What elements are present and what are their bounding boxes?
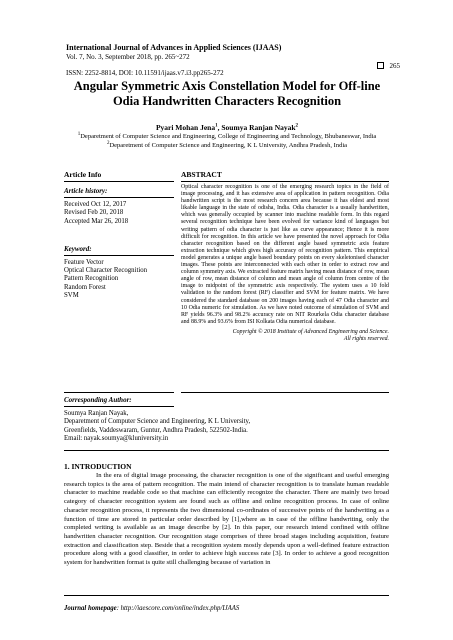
keyword-list (64, 259, 174, 300)
author-name: Pyari Mohan Jena (155, 123, 216, 132)
author-affil-mark: 2 (295, 123, 299, 129)
article-info-heading: Article Info (64, 170, 174, 182)
author-separator: , (217, 123, 222, 132)
article-history-heading: Article history: (64, 186, 174, 198)
affiliations (60, 133, 394, 150)
copyright-line: All rights reserved. (343, 336, 389, 343)
keyword-item: Optical Character Recognition (64, 267, 148, 275)
corresponding-heading: Corresponding Author: (64, 395, 174, 407)
article-info-column (64, 170, 174, 300)
homepage-url[interactable]: : http://iaescore.com/online/index.php/IJAAS (116, 605, 240, 612)
author-name: Soumya Ranjan Nayak (221, 123, 296, 132)
corresponding-line: Greenfields, Vaddeswaram, Guntur, Andhra Pradesh, 522502-India. (64, 426, 248, 434)
page-number: 265 (389, 62, 400, 70)
paper-title: Angular Symmetric Axis Constellation Model for Off-line Odia Handwritten Characters Recognition (73, 79, 381, 108)
abstract-text: Optical character recognition is one of the emerging research topics in the field of image processing, and it has extensive area of application in pattern recognition. Odia handwritten script is the most research concern area because it has eldest and most likable language in the state of odisha, India. Odia character is a usually handwritten, which was generally occupied by scanner into machine readable form. In this regard several recognition technique have been evolved for variance kind of languages but writing pattern of odia character is just like as curve appearance; Hence it is more difficult for recognition. In this article we have presented the novel approach for Odia character recognition based on the different angle based symmetric axis feature extraction technique which gives high accuracy of recognition pattern. This empirical model generates a unique angle based boundary points on every skeletonised character images. These points are interconnected with each other in order to extract row and column symmetry axis. We extracted feature matrix having mean distance of row, mean angle of row, mean distance of column and mean angle of column from centre of the image to midpoint of the symmetric axis respectively. The system uses a 10 fold validation to the random forest (RF) classifier and SVM for feature matrix. We have considered the standard database on 200 images having each of 47 Odia character and 10 Odia numeric for simulation. As we have noted outcome of simulation of SVM and RF yields 96.3% and 98.2% accuracy rate on NIT Rourkela Odia character database and 88.9% and 93.6% from ISI Kolkata Odia numerical database. (181, 184, 389, 325)
divider (181, 392, 389, 393)
accepted-date: Accepted Mar 26, 2018 (64, 217, 129, 225)
received-date: Received Oct 12, 2017 (64, 201, 127, 208)
introduction-heading: 1. INTRODUCTION (64, 462, 132, 471)
corresponding-line: Deparetment of Computer Science and Engineering, K L University, (64, 418, 251, 426)
keyword-item: Pattern Recognition (64, 275, 119, 283)
keyword-heading: Keyword: (64, 244, 174, 256)
affil-text: Deparetment of Computer Science and Engineering, K L University, Andhra Pradesh, India (109, 141, 348, 149)
revised-date: Revised Feb 20, 2018 (64, 209, 124, 217)
spacer (64, 226, 174, 240)
divider (64, 450, 389, 451)
page-footer (64, 595, 389, 615)
corresponding-line: Soumya Ranjan Nayak, (64, 410, 129, 417)
keyword-item: Random Forest (64, 283, 106, 291)
affil-text: Deparetment of Computer Science and Engineering, College of Engineering and Technology, Bhubaneswar, India (80, 133, 377, 140)
author-affil-mark: 1 (215, 123, 218, 129)
divider (64, 392, 174, 393)
abstract-heading: ABSTRACT (181, 170, 389, 182)
affiliation-line (60, 142, 394, 151)
affil-mark: 2 (106, 140, 110, 146)
introduction-section (64, 462, 389, 568)
corresponding-details (64, 410, 389, 443)
author-list (60, 123, 394, 133)
affil-mark: 1 (77, 131, 81, 137)
issn-row (66, 62, 400, 77)
copyright-line: Copyright © 2018 Institute of Advanced Engineering and Science. (232, 328, 389, 335)
square-icon (377, 62, 384, 69)
page-number-block (377, 62, 401, 70)
keyword-item: Feature Vector (64, 258, 104, 266)
issn-line: ISSN: 2252-8814, DOI: 10.11591/ijaas.v7.i3.pp265-272 (66, 69, 224, 77)
copyright-notice (181, 329, 389, 344)
affiliation-line (60, 133, 394, 142)
homepage-label: Journal homepage (64, 605, 117, 612)
corresponding-email: Email: nayak.soumya@kluniversity.in (64, 434, 169, 442)
abstract-column (181, 170, 389, 343)
keyword-item: SVM (64, 292, 79, 300)
journal-name: International Journal of Advances in Applied Sciences (IJAAS) (66, 43, 282, 52)
volume-line: Vol. 7, No. 3, September 2018, pp. 265~272 (66, 53, 190, 61)
corresponding-author (64, 395, 389, 443)
article-history (64, 201, 174, 226)
introduction-text: In the era of digital image processing, the character recognition is one of the significant and useful emerging research topics is the area of pattern recognition. The main intend of character recognition is to translate human readable character to machine readable code so that machine can efficiently recognize the character. There are mainly two broad category of character recognition system are found such as offline and online recognition process. In case of online character recognition process, it represents the two dimensional co-ordinates of successive points of the handwriting as a function of time are stored in particular order described by [1],where as in case of the offline handwriting, only the completed writing is available as an image describe by [2]. In this paper, our research intend confined with offline handwritten character recognition. Our recognition stage comprises of three broad stages including acquisition, feature extraction and classification step. Beside that a recognition system mostly depends upon a well-defined feature extraction procedure along with a good classifier, in order to achieve high success rate [3]. In order to achieve a good recognition system for handwritten format is quite still challenging because of variation in (64, 472, 389, 567)
journal-header (66, 43, 400, 77)
